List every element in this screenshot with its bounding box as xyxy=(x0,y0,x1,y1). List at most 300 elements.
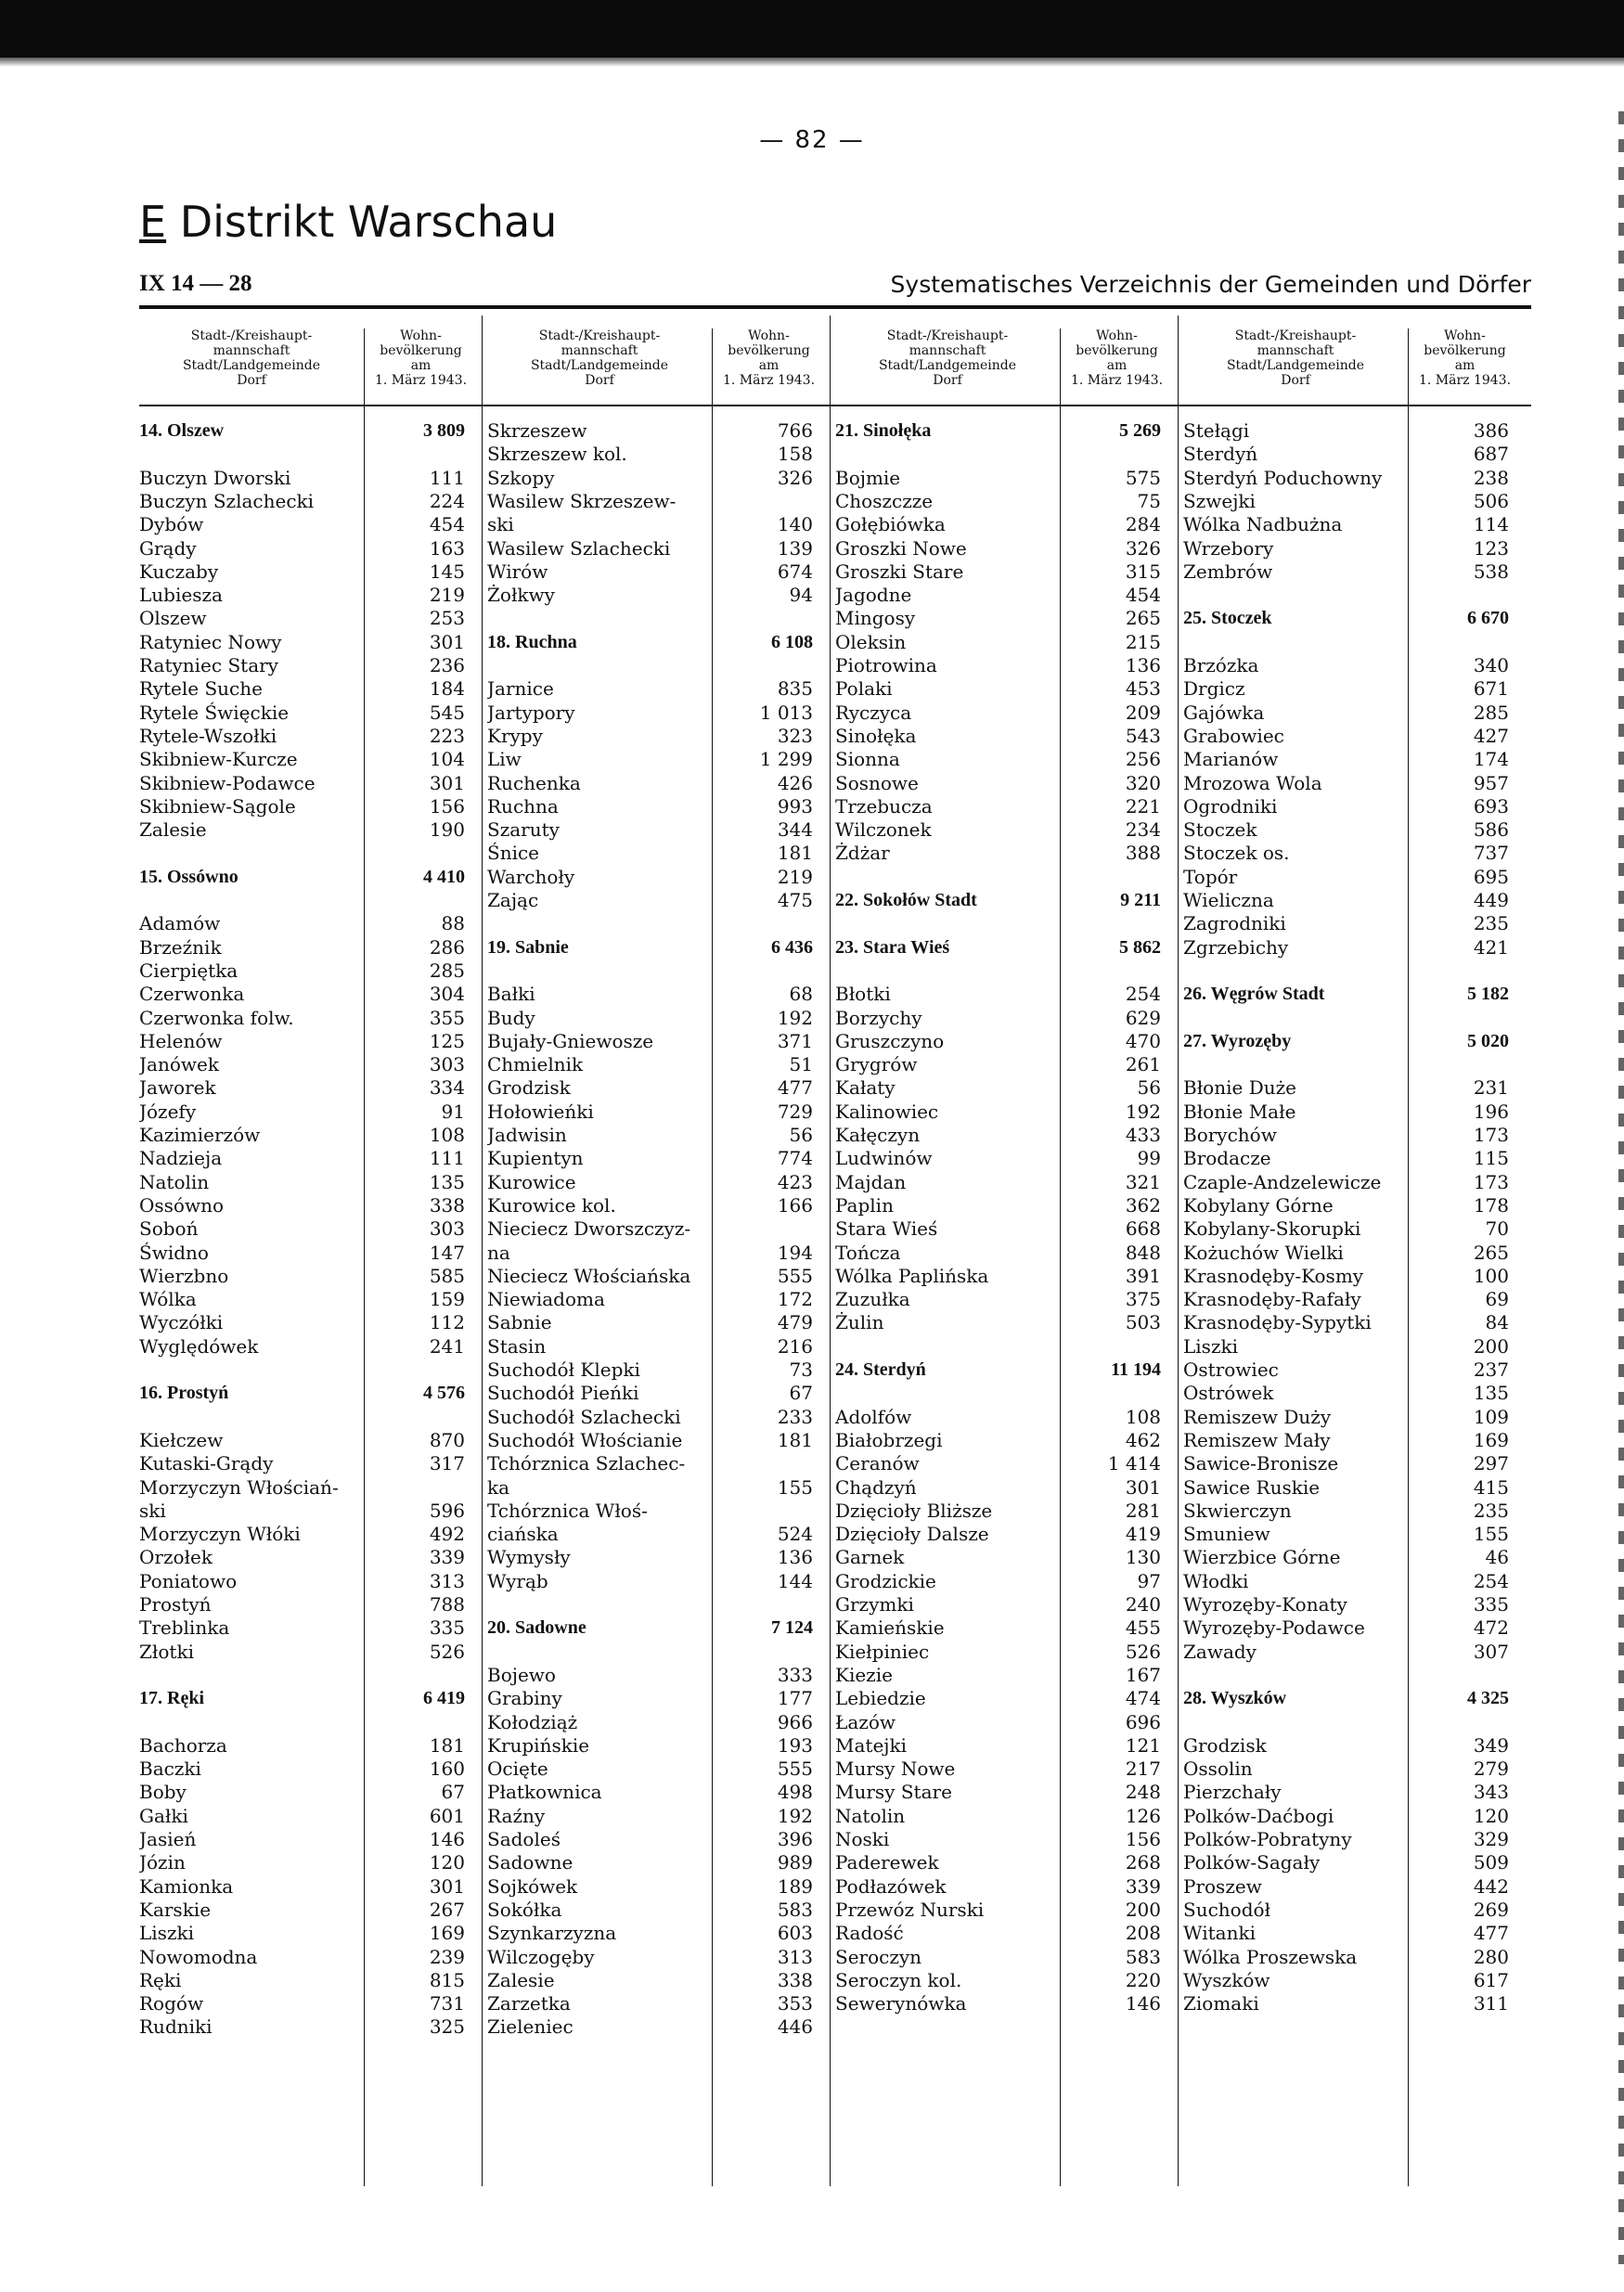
header-name-line: Dorf xyxy=(933,373,962,388)
dorf-row xyxy=(139,1242,476,1264)
dorf-row xyxy=(139,1124,476,1146)
population-value: 583 xyxy=(777,1898,813,1921)
place-name: Wyrąb xyxy=(487,1569,548,1592)
dorf-row xyxy=(835,1217,1172,1240)
dorf-row xyxy=(487,1311,824,1333)
population-value: 94 xyxy=(789,584,813,607)
place-name: Wyględówek xyxy=(139,1334,259,1358)
dorf-row xyxy=(139,1171,476,1193)
dorf-row xyxy=(139,490,476,512)
dorf-row xyxy=(835,1523,1172,1545)
place-name: Żdżar xyxy=(835,842,890,865)
place-name: Borychów xyxy=(1183,1124,1277,1146)
place-name: Podłazówek xyxy=(835,1874,947,1898)
place-name: Ostrowiec xyxy=(1183,1358,1279,1381)
place-name: Zieleniec xyxy=(487,2015,574,2039)
place-name: Bojmie xyxy=(835,466,901,489)
population-value: 219 xyxy=(777,865,813,888)
population-value: 147 xyxy=(429,1241,465,1264)
place-name: Garnek xyxy=(835,1546,905,1569)
place-name: Krasnodęby-Rafały xyxy=(1183,1288,1361,1311)
place-name: Nieciecz Dworszczyz- xyxy=(487,1217,691,1241)
place-name: Noski xyxy=(835,1828,890,1850)
population-value: 585 xyxy=(429,1264,465,1287)
population-value: 596 xyxy=(429,1499,465,1522)
place-name: Ludwinów xyxy=(835,1147,933,1170)
population-value: 301 xyxy=(429,630,465,653)
population-value: 479 xyxy=(777,1311,813,1334)
place-name: Ossolin xyxy=(1183,1758,1253,1781)
place-name: Seroczyn kol. xyxy=(835,1968,962,1991)
population-value: 146 xyxy=(1125,1992,1161,2015)
dorf-row xyxy=(487,1101,824,1123)
dorf-row xyxy=(487,1687,824,1709)
place-name: Topór xyxy=(1183,865,1238,888)
dorf-row xyxy=(835,1805,1172,1827)
population-value: 67 xyxy=(441,1781,465,1804)
header-name-line: Stadt-/Kreishaupt- xyxy=(886,328,1009,343)
dorf-row xyxy=(835,1828,1172,1850)
population-value: 120 xyxy=(1473,1804,1509,1827)
population-value: 989 xyxy=(777,1851,813,1874)
population-value: 729 xyxy=(777,1100,813,1123)
place-name: Zalesie xyxy=(487,1968,555,1991)
place-name: Kupientyn xyxy=(487,1147,584,1170)
dorf-row xyxy=(835,1687,1172,1709)
population-value: 3 809 xyxy=(423,420,465,441)
population-value: 115 xyxy=(1473,1147,1509,1170)
place-name: Ogrodniki xyxy=(1183,794,1278,818)
dorf-row xyxy=(139,2015,476,2038)
dorf-row xyxy=(487,677,824,700)
header-name-line: Stadt/Landgemeinde xyxy=(182,358,321,373)
place-name: Bachorza xyxy=(139,1733,227,1757)
dorf-row xyxy=(835,631,1172,653)
dorf-row xyxy=(1183,1217,1520,1240)
dorf-row xyxy=(139,1030,476,1052)
dorf-row xyxy=(1183,1992,1520,2015)
population-value: 233 xyxy=(777,1405,813,1428)
place-name: Buczyn Szlachecki xyxy=(139,489,315,512)
dorf-row xyxy=(835,490,1172,512)
gemeinde-total-row xyxy=(487,631,824,653)
dorf-row xyxy=(139,1288,476,1310)
gemeinde-total-row xyxy=(487,936,824,959)
population-value: 545 xyxy=(429,701,465,724)
place-name: Niewiadoma xyxy=(487,1288,605,1311)
place-name: Zając xyxy=(487,889,539,911)
place-name: Ostrówek xyxy=(1183,1382,1274,1405)
column-header xyxy=(139,315,487,406)
gemeinde-total-row xyxy=(1183,1687,1520,1709)
dorf-row xyxy=(1183,1242,1520,1264)
header-pop-line: am xyxy=(1454,358,1476,373)
population-value: 192 xyxy=(777,1804,813,1827)
dorf-row xyxy=(139,936,476,959)
population-value: 46 xyxy=(1485,1546,1509,1569)
population-value: 234 xyxy=(1125,818,1161,842)
place-name: ciańska xyxy=(487,1523,559,1546)
place-name: Józefy xyxy=(139,1100,197,1123)
population-value: 334 xyxy=(429,1076,465,1100)
dorf-row xyxy=(835,748,1172,770)
population-value: 344 xyxy=(777,818,813,842)
place-name: Boby xyxy=(139,1781,187,1804)
dorf-row xyxy=(487,2015,824,2038)
population-value: 217 xyxy=(1125,1758,1161,1781)
dorf-row xyxy=(835,1076,1172,1099)
dorf-row xyxy=(487,889,824,911)
dorf-row xyxy=(835,1242,1172,1264)
population-value: 6 419 xyxy=(423,1688,465,1709)
dorf-row xyxy=(139,1616,476,1639)
header-name-label xyxy=(1183,328,1408,388)
population-value: 254 xyxy=(1473,1569,1509,1592)
dorf-row xyxy=(487,1358,824,1381)
population-value: 6 670 xyxy=(1467,608,1509,629)
population-value: 446 xyxy=(777,2015,813,2039)
dorf-row xyxy=(139,1053,476,1075)
place-name: Wyczółki xyxy=(139,1311,224,1334)
place-name: Grzymki xyxy=(835,1593,914,1616)
header-population-label xyxy=(712,328,825,405)
population-value: 181 xyxy=(429,1733,465,1757)
place-name: Ręki xyxy=(139,1968,182,1991)
population-value: 173 xyxy=(1473,1170,1509,1193)
place-name: Dzięcioły Bliższe xyxy=(835,1499,993,1522)
place-name: Wirów xyxy=(487,560,548,583)
place-name: Groszki Stare xyxy=(835,560,964,583)
population-value: 629 xyxy=(1125,1006,1161,1029)
population-value: 114 xyxy=(1473,513,1509,536)
header-name-label xyxy=(139,328,364,388)
population-value: 192 xyxy=(1125,1100,1161,1123)
place-name: Bałki xyxy=(487,983,535,1006)
population-value: 91 xyxy=(441,1100,465,1123)
population-value: 139 xyxy=(777,536,813,560)
place-name: Remiszew Duży xyxy=(1183,1405,1332,1428)
population-value: 325 xyxy=(429,2015,465,2039)
population-value: 130 xyxy=(1125,1546,1161,1569)
dorf-row xyxy=(1183,1946,1520,1968)
dorf-row xyxy=(139,1969,476,1991)
place-name: Wilczonek xyxy=(835,818,932,842)
place-name: Wasilew Skrzeszew- xyxy=(487,489,677,512)
place-name: Skibniew-Sągole xyxy=(139,794,296,818)
population-value: 231 xyxy=(1473,1076,1509,1100)
place-name: Radość xyxy=(835,1922,904,1945)
dorf-row xyxy=(139,631,476,653)
gemeinde-total-row xyxy=(139,866,476,888)
place-name: Adolfów xyxy=(835,1405,912,1428)
population-value: 123 xyxy=(1473,536,1509,560)
population-value: 586 xyxy=(1473,818,1509,842)
population-value: 155 xyxy=(1473,1523,1509,1546)
header-pop-line: Wohn- xyxy=(748,328,790,343)
place-name: Stara Wieś xyxy=(835,1217,938,1241)
dorf-row xyxy=(1183,702,1520,724)
population-value: 538 xyxy=(1473,560,1509,583)
dorf-row xyxy=(139,1476,476,1499)
population-value: 788 xyxy=(429,1593,465,1616)
dorf-row xyxy=(835,818,1172,841)
population-value: 375 xyxy=(1125,1288,1161,1311)
dorf-row xyxy=(1183,467,1520,489)
place-name: Baczki xyxy=(139,1758,201,1781)
dorf-row xyxy=(835,1946,1172,1968)
population-value: 321 xyxy=(1125,1170,1161,1193)
population-value: 223 xyxy=(429,724,465,747)
population-value: 601 xyxy=(429,1804,465,1827)
dorf-row xyxy=(835,1194,1172,1217)
place-name: Polków-Pobratyny xyxy=(1183,1828,1352,1850)
dorf-row xyxy=(487,748,824,770)
dorf-row xyxy=(1183,936,1520,959)
header-name-line: Stadt-/Kreishaupt- xyxy=(1234,328,1357,343)
place-name: Łazów xyxy=(835,1710,896,1733)
place-name: Polków-Sagały xyxy=(1183,1851,1321,1874)
population-value: 136 xyxy=(777,1546,813,1569)
place-name: Zagrodniki xyxy=(1183,912,1286,935)
place-name: Stasin xyxy=(487,1334,547,1358)
population-value: 6 436 xyxy=(771,936,813,958)
place-name: Mursy Stare xyxy=(835,1781,952,1804)
place-name: Hołowieńki xyxy=(487,1100,594,1123)
place-name: Rytele-Wszołki xyxy=(139,724,277,747)
dorf-row xyxy=(139,560,476,583)
place-name: Matejki xyxy=(835,1733,907,1757)
place-name: Brodacze xyxy=(1183,1147,1271,1170)
place-name: Morzyczyn Włościań- xyxy=(139,1475,339,1499)
population-value: 235 xyxy=(1473,1499,1509,1522)
dorf-row xyxy=(487,443,824,465)
population-value: 268 xyxy=(1125,1851,1161,1874)
dorf-row xyxy=(1183,1641,1520,1663)
population-value: 506 xyxy=(1473,489,1509,512)
place-name: 26. Węgrów Stadt xyxy=(1183,984,1325,1005)
population-value: 265 xyxy=(1473,1241,1509,1264)
dorf-row xyxy=(835,1452,1172,1474)
place-name: 18. Ruchna xyxy=(487,631,577,652)
dorf-row xyxy=(1183,1734,1520,1757)
dorf-row xyxy=(1183,1546,1520,1568)
population-value: 181 xyxy=(777,842,813,865)
dorf-row xyxy=(1183,1922,1520,1944)
population-value: 671 xyxy=(1473,677,1509,701)
place-name: Sterdyń xyxy=(1183,443,1258,466)
population-value: 320 xyxy=(1125,771,1161,794)
dorf-row xyxy=(835,1851,1172,1874)
place-name: Ratyniec Stary xyxy=(139,654,278,676)
gemeinde-total-row xyxy=(835,419,1172,442)
population-value: 333 xyxy=(777,1663,813,1686)
place-name: Liw xyxy=(487,748,522,771)
dorf-row xyxy=(139,513,476,535)
population-value: 221 xyxy=(1125,794,1161,818)
population-value: 386 xyxy=(1473,419,1509,442)
place-name: Kurowice kol. xyxy=(487,1193,616,1217)
dorf-row xyxy=(139,1946,476,1968)
place-name: Sojkówek xyxy=(487,1874,578,1898)
population-value: 297 xyxy=(1473,1452,1509,1475)
population-value: 555 xyxy=(777,1264,813,1287)
dorf-row xyxy=(835,537,1172,560)
population-value: 388 xyxy=(1125,842,1161,865)
dorf-row xyxy=(487,1500,824,1522)
place-name: Raźny xyxy=(487,1804,546,1827)
dorf-row xyxy=(487,1452,824,1474)
place-name: Polków-Daćbogi xyxy=(1183,1804,1334,1827)
population-value: 4 410 xyxy=(423,866,465,887)
place-name: Proszew xyxy=(1183,1874,1262,1898)
dorf-row xyxy=(835,1593,1172,1616)
place-name: Kutaski-Grądy xyxy=(139,1452,274,1475)
population-value: 281 xyxy=(1125,1499,1161,1522)
population-value: 56 xyxy=(1137,1076,1161,1100)
place-name: Suchodół Pieńki xyxy=(487,1382,639,1405)
dorf-row xyxy=(835,654,1172,676)
dorf-row xyxy=(487,1758,824,1780)
place-name: Suchodół Klepki xyxy=(487,1358,640,1381)
dorf-row xyxy=(139,1147,476,1169)
dorf-row xyxy=(487,1217,824,1240)
dorf-row xyxy=(139,1217,476,1240)
place-name: 15. Ossówno xyxy=(139,866,238,887)
population-value: 190 xyxy=(429,818,465,842)
population-value: 144 xyxy=(777,1569,813,1592)
population-value: 323 xyxy=(777,724,813,747)
population-value: 315 xyxy=(1125,560,1161,583)
population-value: 236 xyxy=(429,654,465,676)
header-pop-line: bevölkerung xyxy=(728,343,810,358)
header-pop-line: bevölkerung xyxy=(1076,343,1158,358)
place-name: Wólka xyxy=(139,1288,197,1311)
place-name: Borzychy xyxy=(835,1006,922,1029)
dorf-row xyxy=(835,1030,1172,1052)
population-value: 156 xyxy=(1125,1828,1161,1850)
population-value: 174 xyxy=(1473,748,1509,771)
header-population-label xyxy=(1408,328,1521,405)
dorf-row xyxy=(1183,1851,1520,1874)
population-value: 339 xyxy=(1125,1874,1161,1898)
dorf-row xyxy=(487,1053,824,1075)
place-name: ka xyxy=(487,1475,510,1499)
dorf-row xyxy=(835,1124,1172,1146)
population-value: 5 862 xyxy=(1119,936,1161,958)
population-value: 145 xyxy=(429,560,465,583)
dorf-row xyxy=(487,772,824,794)
header-rule xyxy=(139,305,1531,309)
dorf-row xyxy=(1183,1969,1520,1991)
dorf-row xyxy=(1183,1171,1520,1193)
dorf-row xyxy=(487,1030,824,1052)
population-value: 317 xyxy=(429,1452,465,1475)
gemeinde-total-row xyxy=(139,1687,476,1709)
dorf-row xyxy=(139,537,476,560)
dorf-row xyxy=(835,983,1172,1005)
column-header xyxy=(487,315,835,406)
population-value: 5 269 xyxy=(1119,420,1161,441)
place-name: Groszki Nowe xyxy=(835,536,967,560)
dorf-row xyxy=(1183,1500,1520,1522)
place-name: 14. Olszew xyxy=(139,420,225,441)
dorf-row xyxy=(487,1476,824,1499)
dorf-row xyxy=(487,513,824,535)
place-name: Seroczyn xyxy=(835,1945,922,1968)
population-value: 1 414 xyxy=(1107,1452,1161,1475)
dorf-row xyxy=(1183,1593,1520,1616)
place-name: Kuczaby xyxy=(139,560,219,583)
population-value: 442 xyxy=(1473,1874,1509,1898)
place-name: Wierzbno xyxy=(139,1264,229,1287)
population-value: 474 xyxy=(1125,1687,1161,1710)
population-value: 238 xyxy=(1473,466,1509,489)
place-name: Piotrowina xyxy=(835,654,937,676)
population-value: 603 xyxy=(777,1922,813,1945)
place-name: Kałęczyn xyxy=(835,1124,921,1146)
place-name: Natolin xyxy=(139,1170,210,1193)
population-value: 109 xyxy=(1473,1405,1509,1428)
dorf-row xyxy=(487,1335,824,1358)
population-value: 303 xyxy=(429,1217,465,1241)
population-value: 7 124 xyxy=(771,1617,813,1639)
place-name: Wyszków xyxy=(1183,1968,1270,1991)
gemeinde-total-row xyxy=(1183,607,1520,629)
dorf-row xyxy=(1183,912,1520,934)
population-value: 146 xyxy=(429,1828,465,1850)
population-value: 237 xyxy=(1473,1358,1509,1381)
place-name: Brzeźnik xyxy=(139,935,222,959)
place-name: Pierzchały xyxy=(1183,1781,1282,1804)
gemeinde-total-row xyxy=(835,936,1172,959)
dorf-row xyxy=(139,1546,476,1568)
group-divider xyxy=(482,315,483,2186)
place-name: Liszki xyxy=(139,1922,194,1945)
place-name: Zawady xyxy=(1183,1640,1257,1663)
dorf-row xyxy=(835,1899,1172,1921)
population-value: 112 xyxy=(429,1311,465,1334)
population-value: 284 xyxy=(1125,513,1161,536)
place-name: Suchodół xyxy=(1183,1898,1271,1921)
header-pop-line: 1. März 1943. xyxy=(1418,373,1512,388)
population-value: 285 xyxy=(429,959,465,982)
dorf-row xyxy=(139,1593,476,1616)
population-value: 311 xyxy=(1473,1992,1509,2015)
population-value: 326 xyxy=(777,466,813,489)
dorf-row xyxy=(139,1875,476,1898)
population-value: 73 xyxy=(789,1358,813,1381)
dorf-row xyxy=(1183,1452,1520,1474)
population-value: 216 xyxy=(777,1334,813,1358)
place-name: Buczyn Dworski xyxy=(139,466,291,489)
dorf-row xyxy=(487,1124,824,1146)
dorf-row xyxy=(487,1242,824,1264)
place-name: Żulin xyxy=(835,1311,884,1334)
dorf-row xyxy=(835,1500,1172,1522)
place-name: Sabnie xyxy=(487,1311,552,1334)
dorf-row xyxy=(487,419,824,442)
place-name: Szynkarzyzna xyxy=(487,1922,617,1945)
dorf-row xyxy=(835,1101,1172,1123)
dorf-row xyxy=(139,1805,476,1827)
place-name: Kalinowiec xyxy=(835,1100,939,1123)
population-value: 241 xyxy=(429,1334,465,1358)
dorf-row xyxy=(835,795,1172,818)
population-value: 100 xyxy=(1473,1264,1509,1287)
population-value: 215 xyxy=(1125,630,1161,653)
dorf-row xyxy=(1183,1570,1520,1592)
place-name: Czerwonka xyxy=(139,983,245,1006)
